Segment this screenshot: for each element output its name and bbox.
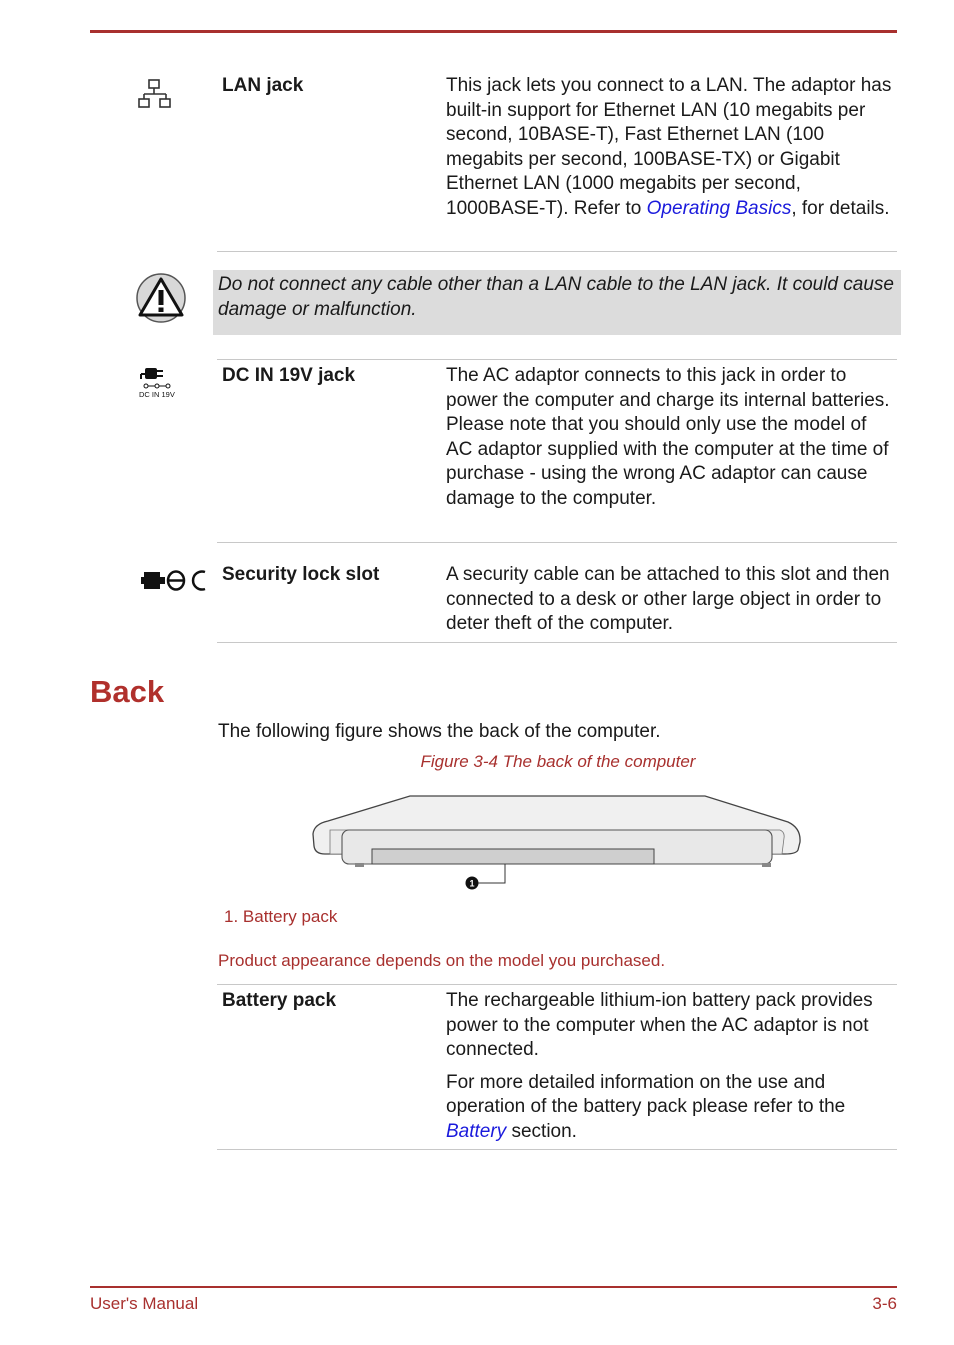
battery-para-1: The rechargeable lithium-ion battery pack provides power to the computer when the AC adaptor is not connected. <box>446 990 873 1060</box>
footer-rule <box>90 1286 897 1288</box>
row-divider <box>217 359 897 360</box>
dc-in-icon <box>138 366 178 405</box>
security-lock-term: Security lock slot <box>222 564 380 585</box>
appearance-note: Product appearance depends on the model you purchased. <box>218 951 666 970</box>
page-number: 3-6 <box>872 1294 897 1313</box>
lan-jack-term: LAN jack <box>222 75 304 96</box>
back-of-computer-figure <box>300 790 810 900</box>
security-lock-description: A security cable can be attached to this slot and then connected to a desk or other large object in order to deter theft of the computer. <box>446 564 890 634</box>
battery-para-2-text: For more detailed information on the use and operation of the battery pack please refer to the <box>446 1071 846 1117</box>
footer-title: User's Manual <box>90 1294 199 1313</box>
lan-jack-description <box>446 74 894 221</box>
battery-link[interactable]: Battery <box>446 1120 507 1142</box>
lan-jack-desc-text: This jack lets you connect to a LAN. The adaptor has built-in support for Ethernet LAN (10 megabits per second, 10BASE-T), Fast Ethernet LAN (100 megabits per second, 100BASE-TX) or Gigabit Ethernet LAN (1000 megabits per second, 1000BASE-T). Refer to <box>446 75 892 219</box>
battery-para-2 <box>446 1071 894 1145</box>
security-lock-icon <box>141 568 211 599</box>
lan-jack-desc-tail: , for details. <box>791 197 890 219</box>
row-divider <box>217 251 897 252</box>
header-rule <box>90 30 897 33</box>
callout-number: 1 <box>469 878 475 889</box>
figure-caption: Figure 3-4 The back of the computer <box>420 752 696 771</box>
row-divider <box>217 1149 897 1150</box>
row-divider <box>217 542 897 543</box>
battery-para-2-tail: section. <box>506 1120 577 1142</box>
lan-icon <box>138 78 172 115</box>
battery-description <box>446 989 894 1144</box>
dc-in-icon-label: DC IN 19V <box>139 390 175 399</box>
row-divider <box>217 984 897 985</box>
operating-basics-link[interactable]: Operating Basics <box>646 197 792 219</box>
warning-text: Do not connect any cable other than a LAN cable to the LAN jack. It could cause damage or malfunction. <box>218 274 894 320</box>
row-divider <box>217 642 897 643</box>
battery-term: Battery pack <box>222 990 337 1011</box>
dc-in-description: The AC adaptor connects to this jack in order to power the computer and charge its internal batteries. Please note that you should only use the model of AC adaptor supplied with the computer at the time of purchase - using the wrong AC adaptor can cause damage to the computer. <box>446 365 890 509</box>
figure-legend: 1. Battery pack <box>224 907 338 926</box>
dc-in-term: DC IN 19V jack <box>222 365 356 386</box>
section-heading: Back <box>90 674 165 709</box>
section-intro: The following figure shows the back of the computer. <box>218 721 661 742</box>
warning-icon <box>135 272 187 329</box>
